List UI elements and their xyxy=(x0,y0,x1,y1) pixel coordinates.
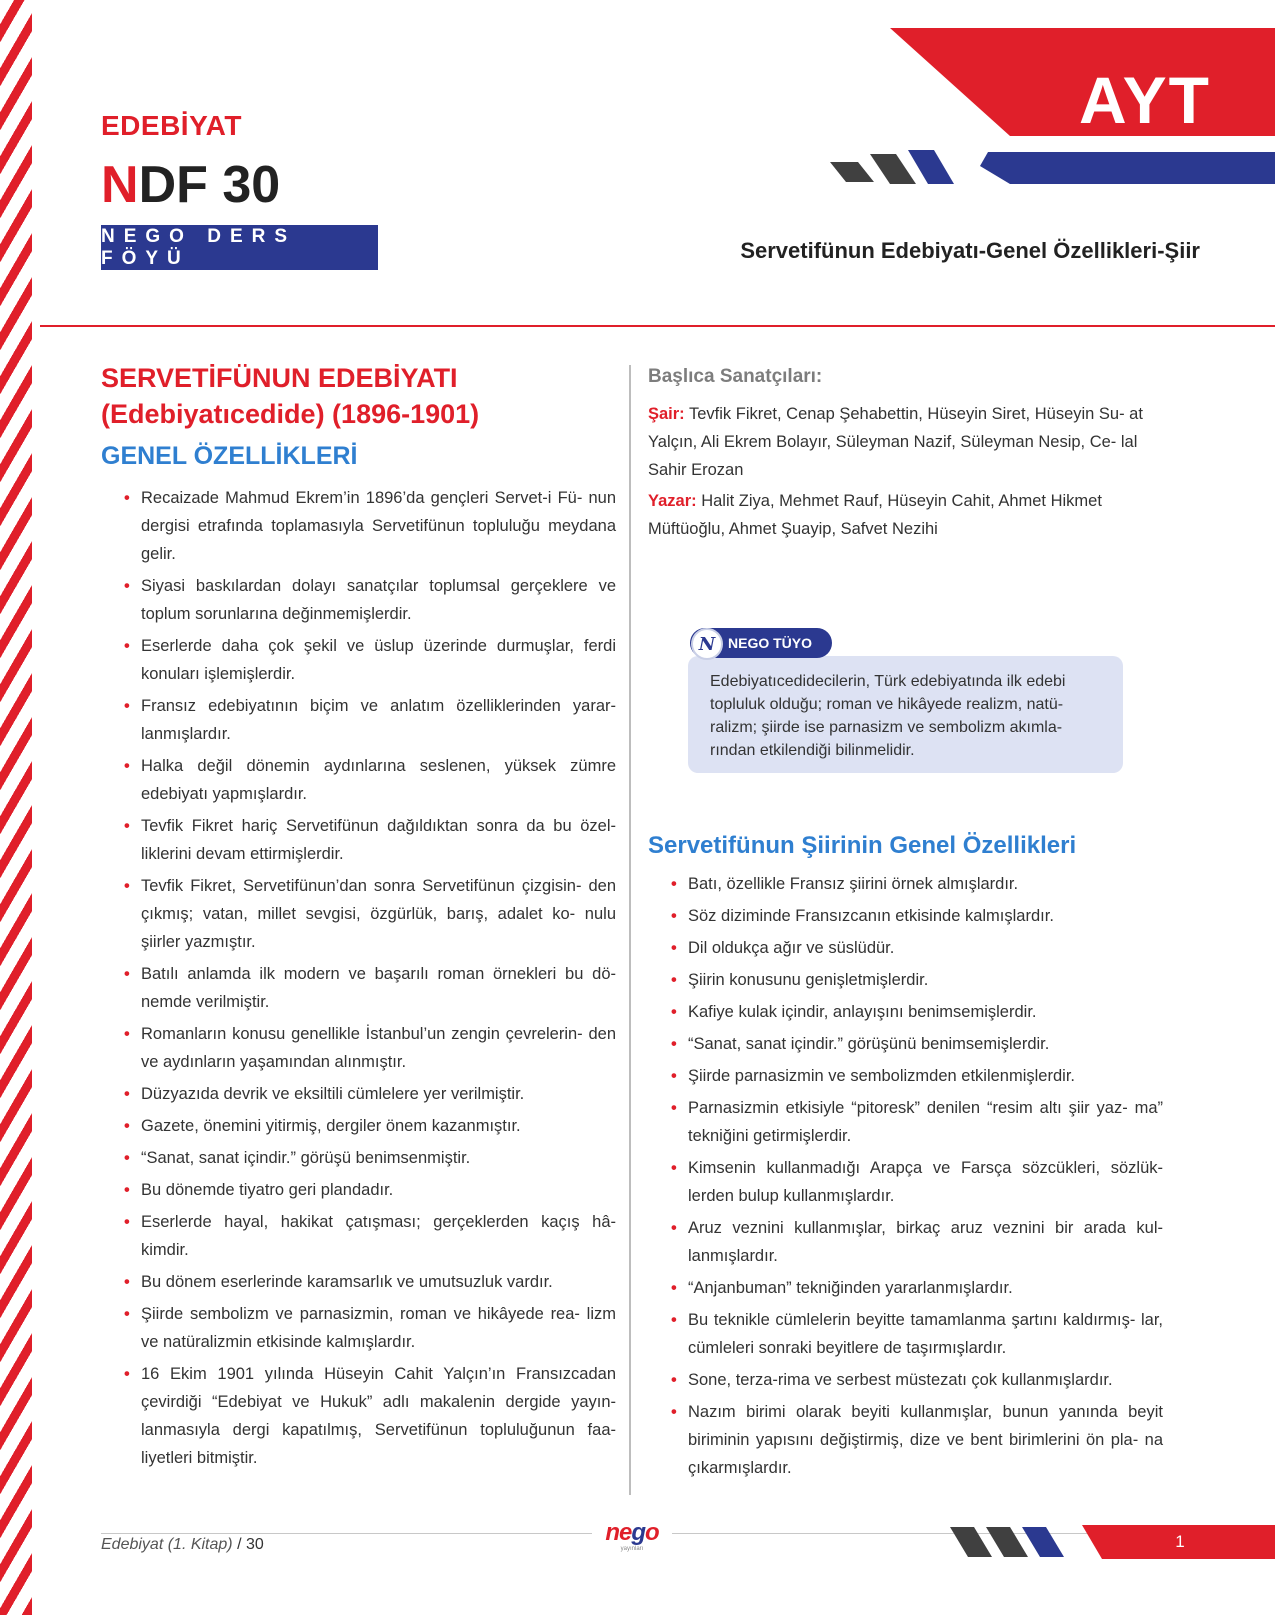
poetry-features-list xyxy=(671,870,1163,1486)
bullet-icon: • xyxy=(671,1311,677,1329)
list-item: • Bu dönem eserlerinde karamsarlık ve umutsuzluk vardır. xyxy=(124,1268,616,1296)
list-item: • Siyasi baskılardan dolayı sanatçılar toplumsal gerçeklere ve toplum sorunlarına değinmemişlerdir. xyxy=(124,572,616,628)
list-item: • “Sanat, sanat içindir.” görüşünü benimsemişlerdir. xyxy=(671,1030,1163,1058)
bullet-icon: • xyxy=(124,1085,130,1103)
blue-banner-line xyxy=(980,152,1275,184)
bullet-icon: • xyxy=(124,1365,130,1383)
footer-stripe-dark-1 xyxy=(950,1527,992,1557)
bullet-icon: • xyxy=(124,1149,130,1167)
list-item: • Eserlerde hayal, hakikat çatışması; gerçeklerden kaçış hâ- kimdir. xyxy=(124,1208,616,1264)
list-item: • Sone, terza-rima ve serbest müstezatı çok kullanmışlardır. xyxy=(671,1366,1163,1394)
exam-badge: AYT xyxy=(1079,63,1211,137)
list-item: • Eserlerde daha çok şekil ve üslup üzerinde durmuşlar, ferdi konuları işlemişlerdir. xyxy=(124,632,616,688)
list-item: • Bu dönemde tiyatro geri plandadır. xyxy=(124,1176,616,1204)
list-item: • Gazete, önemini yitirmiş, dergiler önem kazanmıştır. xyxy=(124,1112,616,1140)
writers-paragraph xyxy=(648,487,1168,543)
list-item: • “Sanat, sanat içindir.” görüşü benimsenmiştir. xyxy=(124,1144,616,1172)
bullet-icon: • xyxy=(671,875,677,893)
poetry-section-title: Servetifünun Şiirinin Genel Özellikleri xyxy=(648,832,1077,859)
bullet-icon: • xyxy=(671,1371,677,1389)
stripe-dark-1 xyxy=(830,162,874,182)
footer-decoration xyxy=(950,1523,1275,1563)
list-item: • Recaizade Mahmud Ekrem’in 1896’da gençleri Servet-i Fü- nun dergisi etrafında toplamasıyla Servetifünun topluluğu meydana gelir. xyxy=(124,484,616,568)
header-divider xyxy=(40,325,1275,327)
brand-tagline: yayınları xyxy=(620,1546,644,1552)
list-item: • Şiirde sembolizm ve parnasizmin, roman ve hikâyede rea- lizm ve natüralizmin etkisinde kalmışlardır. xyxy=(124,1300,616,1356)
list-item: • Aruz veznini kullanmışlar, birkaç aruz veznini bir arada kul- lanmışlardır. xyxy=(671,1214,1163,1270)
list-item: • Kafiye kulak içindir, anlayışını benimsemişlerdir. xyxy=(671,998,1163,1026)
booklet-code xyxy=(101,155,280,215)
poets-paragraph xyxy=(648,400,1168,484)
bullet-icon: • xyxy=(124,1181,130,1199)
bullet-icon: • xyxy=(124,637,130,655)
list-item: • Bu teknikle cümlelerin beyitte tamamlanma şartını kaldırmış- lar, cümleleri sonraki beyitlere de taşırmışlardır. xyxy=(671,1306,1163,1362)
booklet-code-rest: DF 30 xyxy=(138,156,281,214)
bullet-icon: • xyxy=(671,1035,677,1053)
column-divider xyxy=(629,365,631,1495)
footer-book-info xyxy=(101,1536,264,1554)
footer-stripe-dark-2 xyxy=(986,1527,1028,1557)
footer-book-page: / 30 xyxy=(237,1536,264,1553)
bullet-icon: • xyxy=(124,1273,130,1291)
list-item: • Kimsenin kullanmadığı Arapça ve Farsça sözcükleri, sözlük- lerden bulup kullanmışlardır. xyxy=(671,1154,1163,1210)
booklet-code-initial: N xyxy=(101,156,139,214)
bullet-icon: • xyxy=(124,1305,130,1323)
list-item: • Nazım birimi olarak beyiti kullanmışlar, bunun yanında beyit biriminin yapısını değiştirmiş, dize ve bent birimlerini ön pla- na çıkarmışlardır. xyxy=(671,1398,1163,1482)
page-topic: Servetifünun Edebiyatı-Genel Özellikleri-Şiir xyxy=(740,238,1200,263)
bullet-icon: • xyxy=(671,1403,677,1421)
writers-names: Halit Ziya, Mehmet Rauf, Hüseyin Cahit, Ahmet Hikmet Müftüoğlu, Ahmet Şuayip, Safvet Nezihi xyxy=(648,492,1102,538)
tip-label: NEGO TÜYO xyxy=(690,628,832,658)
bullet-icon: • xyxy=(124,877,130,895)
list-item: • Tevfik Fikret hariç Servetifünun dağıldıktan sonra da bu özel- liklerini devam ettirmişlerdir. xyxy=(124,812,616,868)
bullet-icon: • xyxy=(124,965,130,983)
series-badge: NEGO DERS FÖYÜ xyxy=(101,225,378,270)
artists-heading: Başlıca Sanatçıları: xyxy=(648,366,823,387)
bullet-icon: • xyxy=(671,907,677,925)
bullet-icon: • xyxy=(671,1003,677,1021)
stripe-blue-1 xyxy=(908,150,954,184)
poets-names: Tevfik Fikret, Cenap Şehabettin, Hüseyin Siret, Hüseyin Su- at Yalçın, Ali Ekrem Bolayır, Süleyman Nazif, Süleyman Nesip, Ce- lal Sahir Erozan xyxy=(648,405,1143,479)
bullet-icon: • xyxy=(671,1279,677,1297)
bullet-icon: • xyxy=(124,1213,130,1231)
bullet-icon: • xyxy=(124,1025,130,1043)
bullet-icon: • xyxy=(124,757,130,775)
list-item: • Şiirin konusunu genişletmişlerdir. xyxy=(671,966,1163,994)
page-number: 1 xyxy=(1175,1532,1185,1551)
bullet-icon: • xyxy=(124,817,130,835)
list-item: • Dil oldukça ağır ve süslüdür. xyxy=(671,934,1163,962)
list-item: • Fransız edebiyatının biçim ve anlatım özelliklerinden yarar- lanmışlardır. xyxy=(124,692,616,748)
nego-logo-icon: N xyxy=(691,628,723,660)
general-features-list xyxy=(124,484,616,1476)
subject-label: EDEBİYAT xyxy=(101,110,242,141)
writers-label: Yazar: xyxy=(648,492,697,510)
section-subtitle: GENEL ÖZELLİKLERİ xyxy=(101,442,358,470)
list-item: • Batılı anlamda ilk modern ve başarılı roman örnekleri bu dö- nemde verilmiştir. xyxy=(124,960,616,1016)
bullet-icon: • xyxy=(671,1099,677,1117)
striped-page-border xyxy=(0,0,32,1615)
bullet-icon: • xyxy=(124,577,130,595)
bullet-icon: • xyxy=(671,939,677,957)
list-item: • Düzyazıda devrik ve eksiltili cümlelere yer verilmiştir. xyxy=(124,1080,616,1108)
list-item: • “Anjanbuman” tekniğinden yararlanmışlardır. xyxy=(671,1274,1163,1302)
footer-stripe-blue xyxy=(1022,1527,1064,1557)
bullet-icon: • xyxy=(671,1159,677,1177)
brand-wordmark: nego xyxy=(605,1519,659,1546)
list-item: • Parnasizmin etkisiyle “pitoresk” denilen “resim altı şiir yaz- ma” tekniğini getirmişlerdir. xyxy=(671,1094,1163,1150)
list-item: • Şiirde parnasizmin ve sembolizmden etkilenmişlerdir. xyxy=(671,1062,1163,1090)
brand-logo xyxy=(592,1518,672,1556)
bullet-icon: • xyxy=(124,1117,130,1135)
bullet-icon: • xyxy=(671,1219,677,1237)
section-title: SERVETİFÜNUN EDEBİYATI (Edebiyatıcedide) (1896-1901) xyxy=(101,363,480,429)
list-item: • Halka değil dönemin aydınlarına seslenen, yüksek zümre edebiyatı yapmışlardır. xyxy=(124,752,616,808)
bullet-icon: • xyxy=(124,489,130,507)
stripe-dark-2 xyxy=(870,154,916,184)
tip-box: Edebiyatıcedidecilerin, Türk edebiyatında ilk edebi topluluk olduğu; roman ve hikâyede realizm, natü- ralizm; şiirde ise parnasizm ve sembolizm akımla- rından etkilendiği bilinmelidir. xyxy=(688,656,1123,773)
list-item: • Söz diziminde Fransızcanın etkisinde kalmışlardır. xyxy=(671,902,1163,930)
list-item: • Batı, özellikle Fransız şiirini örnek almışlardır. xyxy=(671,870,1163,898)
poets-label: Şair: xyxy=(648,405,685,423)
list-item: • Romanların konusu genellikle İstanbul’un zengin çevrelerin- den ve aydınların yaşamından alınmıştır. xyxy=(124,1020,616,1076)
footer-book-title: Edebiyat (1. Kitap) xyxy=(101,1536,233,1553)
list-item: • Tevfik Fikret, Servetifünun’dan sonra Servetifünun çizgisin- den çıkmış; vatan, millet sevgisi, özgürlük, barış, adalet ko- nulu şiirler yazmıştır. xyxy=(124,872,616,956)
bullet-icon: • xyxy=(671,971,677,989)
bullet-icon: • xyxy=(671,1067,677,1085)
list-item: • 16 Ekim 1901 yılında Hüseyin Cahit Yalçın’ın Fransızcadan çevirdiği “Edebiyat ve Hukuk” adlı makalenin dergide yayın- lanmasıyla dergi kapatılmış, Servetifünun topluluğunun faa- liyetleri bitmiştir. xyxy=(124,1360,616,1472)
bullet-icon: • xyxy=(124,697,130,715)
